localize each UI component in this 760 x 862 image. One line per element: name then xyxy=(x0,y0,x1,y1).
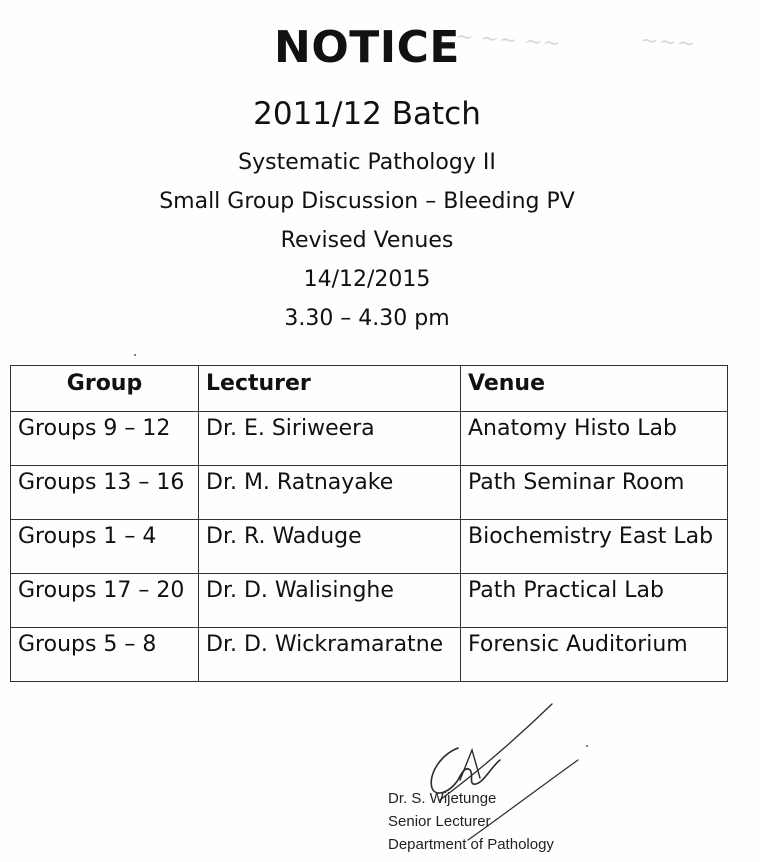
session-time: 3.30 – 4.30 pm xyxy=(284,306,450,331)
cell-lecturer: Dr. M. Ratnayake xyxy=(199,466,461,520)
venue-table xyxy=(10,365,728,682)
header-lecturer: Lecturer xyxy=(199,366,461,412)
signatory-name: Dr. S. Wijetunge xyxy=(388,790,497,807)
batch-heading: 2011/12 Batch xyxy=(253,96,481,132)
header-group: Group xyxy=(11,366,199,412)
cell-group: Groups 13 – 16 xyxy=(11,466,199,520)
cell-group: Groups 9 – 12 xyxy=(11,412,199,466)
cell-venue: Path Practical Lab xyxy=(461,574,728,628)
cell-group: Groups 1 – 4 xyxy=(11,520,199,574)
course-name: Systematic Pathology II xyxy=(238,150,496,175)
cell-lecturer: Dr. D. Walisinghe xyxy=(199,574,461,628)
cell-venue: Anatomy Histo Lab xyxy=(461,412,728,466)
table-row xyxy=(11,466,728,520)
table-row xyxy=(11,520,728,574)
cell-lecturer: Dr. D. Wickramaratne xyxy=(199,628,461,682)
cell-venue: Path Seminar Room xyxy=(461,466,728,520)
show-through-mark: ~ ~~ ~~ xyxy=(454,24,562,57)
cell-lecturer: Dr. R. Waduge xyxy=(199,520,461,574)
signatory-position: Senior Lecturer xyxy=(388,813,491,830)
table-row xyxy=(11,412,728,466)
header-venue: Venue xyxy=(461,366,728,412)
session-date: 14/12/2015 xyxy=(303,267,431,292)
cell-lecturer: Dr. E. Siriweera xyxy=(199,412,461,466)
session-topic: Small Group Discussion – Bleeding PV xyxy=(159,189,575,214)
notice-subject: Revised Venues xyxy=(280,228,454,253)
signatory-department: Department of Pathology xyxy=(388,836,554,853)
table-row xyxy=(11,628,728,682)
cell-venue: Forensic Auditorium xyxy=(461,628,728,682)
table-header-row xyxy=(11,366,728,412)
table-row xyxy=(11,574,728,628)
scan-speck xyxy=(134,354,136,356)
cell-group: Groups 17 – 20 xyxy=(11,574,199,628)
cell-venue: Biochemistry East Lab xyxy=(461,520,728,574)
show-through-mark: ~~~ xyxy=(639,28,697,57)
cell-group: Groups 5 – 8 xyxy=(11,628,199,682)
notice-title: NOTICE xyxy=(274,22,460,73)
